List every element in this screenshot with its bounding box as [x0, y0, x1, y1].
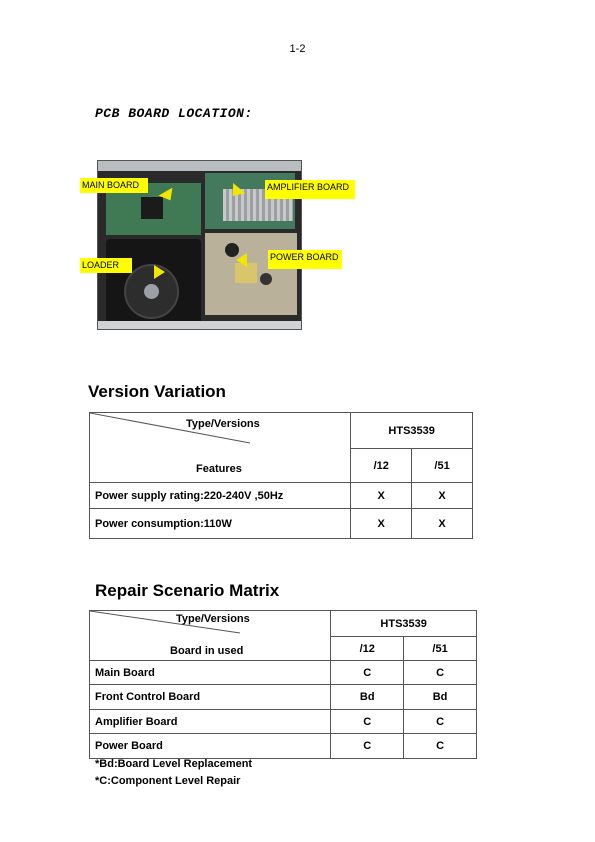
chassis-top [98, 161, 302, 171]
header-type-versions: Type/Versions [186, 418, 260, 430]
value-cell: X [351, 483, 412, 509]
version-variation-table [89, 412, 473, 539]
value-cell: C [404, 661, 477, 685]
feature-cell: Power supply rating:220-240V ,50Hz [90, 483, 351, 509]
version-header: /51 [404, 637, 477, 661]
power-board-pcb [205, 233, 297, 315]
diagonal-header-cell [90, 611, 331, 661]
feature-cell: Power consumption:110W [90, 509, 351, 539]
value-cell: C [331, 734, 404, 759]
value-cell: C [404, 734, 477, 759]
arrow-icon [154, 265, 165, 279]
value-cell: C [331, 661, 404, 685]
spindle [144, 284, 159, 299]
footnote-bd: *Bd:Board Level Replacement [95, 758, 253, 770]
header-type-versions: Type/Versions [176, 613, 250, 625]
value-cell: X [351, 509, 412, 539]
table-row [90, 483, 473, 509]
version-header: /12 [351, 449, 412, 483]
chassis-bottom [98, 321, 302, 330]
main-board-label: MAIN BOARD [80, 178, 148, 193]
value-cell: X [412, 483, 473, 509]
pcb-location-title: PCB BOARD LOCATION: [95, 106, 253, 121]
amplifier-board-label: AMPLIFIER BOARD [265, 180, 355, 199]
model-header: HTS3539 [331, 611, 477, 637]
main-chip [141, 197, 163, 219]
value-cell: C [404, 710, 477, 734]
model-header: HTS3539 [351, 413, 473, 449]
version-variation-heading: Version Variation [88, 382, 226, 401]
version-header: /51 [412, 449, 473, 483]
table-row [90, 685, 477, 710]
diagonal-header-cell [90, 413, 351, 483]
board-cell: Amplifier Board [90, 710, 331, 734]
board-cell: Power Board [90, 734, 331, 759]
repair-matrix-table [89, 610, 477, 759]
board-cell: Front Control Board [90, 685, 331, 710]
footnote-c: *C:Component Level Repair [95, 775, 241, 787]
repair-matrix-heading: Repair Scenario Matrix [95, 581, 280, 600]
table-row [90, 661, 477, 685]
capacitor [260, 273, 272, 285]
power-board-label: POWER BOARD [268, 250, 342, 269]
version-header: /12 [331, 637, 404, 661]
table-row [90, 710, 477, 734]
loader-unit [106, 239, 201, 325]
table-row [90, 734, 477, 759]
page-number: 1-2 [289, 43, 306, 55]
loader-label: LOADER [80, 258, 132, 273]
value-cell: X [412, 509, 473, 539]
arrow-icon [236, 253, 247, 267]
header-features: Features [196, 463, 242, 475]
board-cell: Main Board [90, 661, 331, 685]
header-board-in-used: Board in used [170, 645, 244, 657]
value-cell: Bd [331, 685, 404, 710]
table-row [90, 509, 473, 539]
value-cell: C [331, 710, 404, 734]
value-cell: Bd [404, 685, 477, 710]
